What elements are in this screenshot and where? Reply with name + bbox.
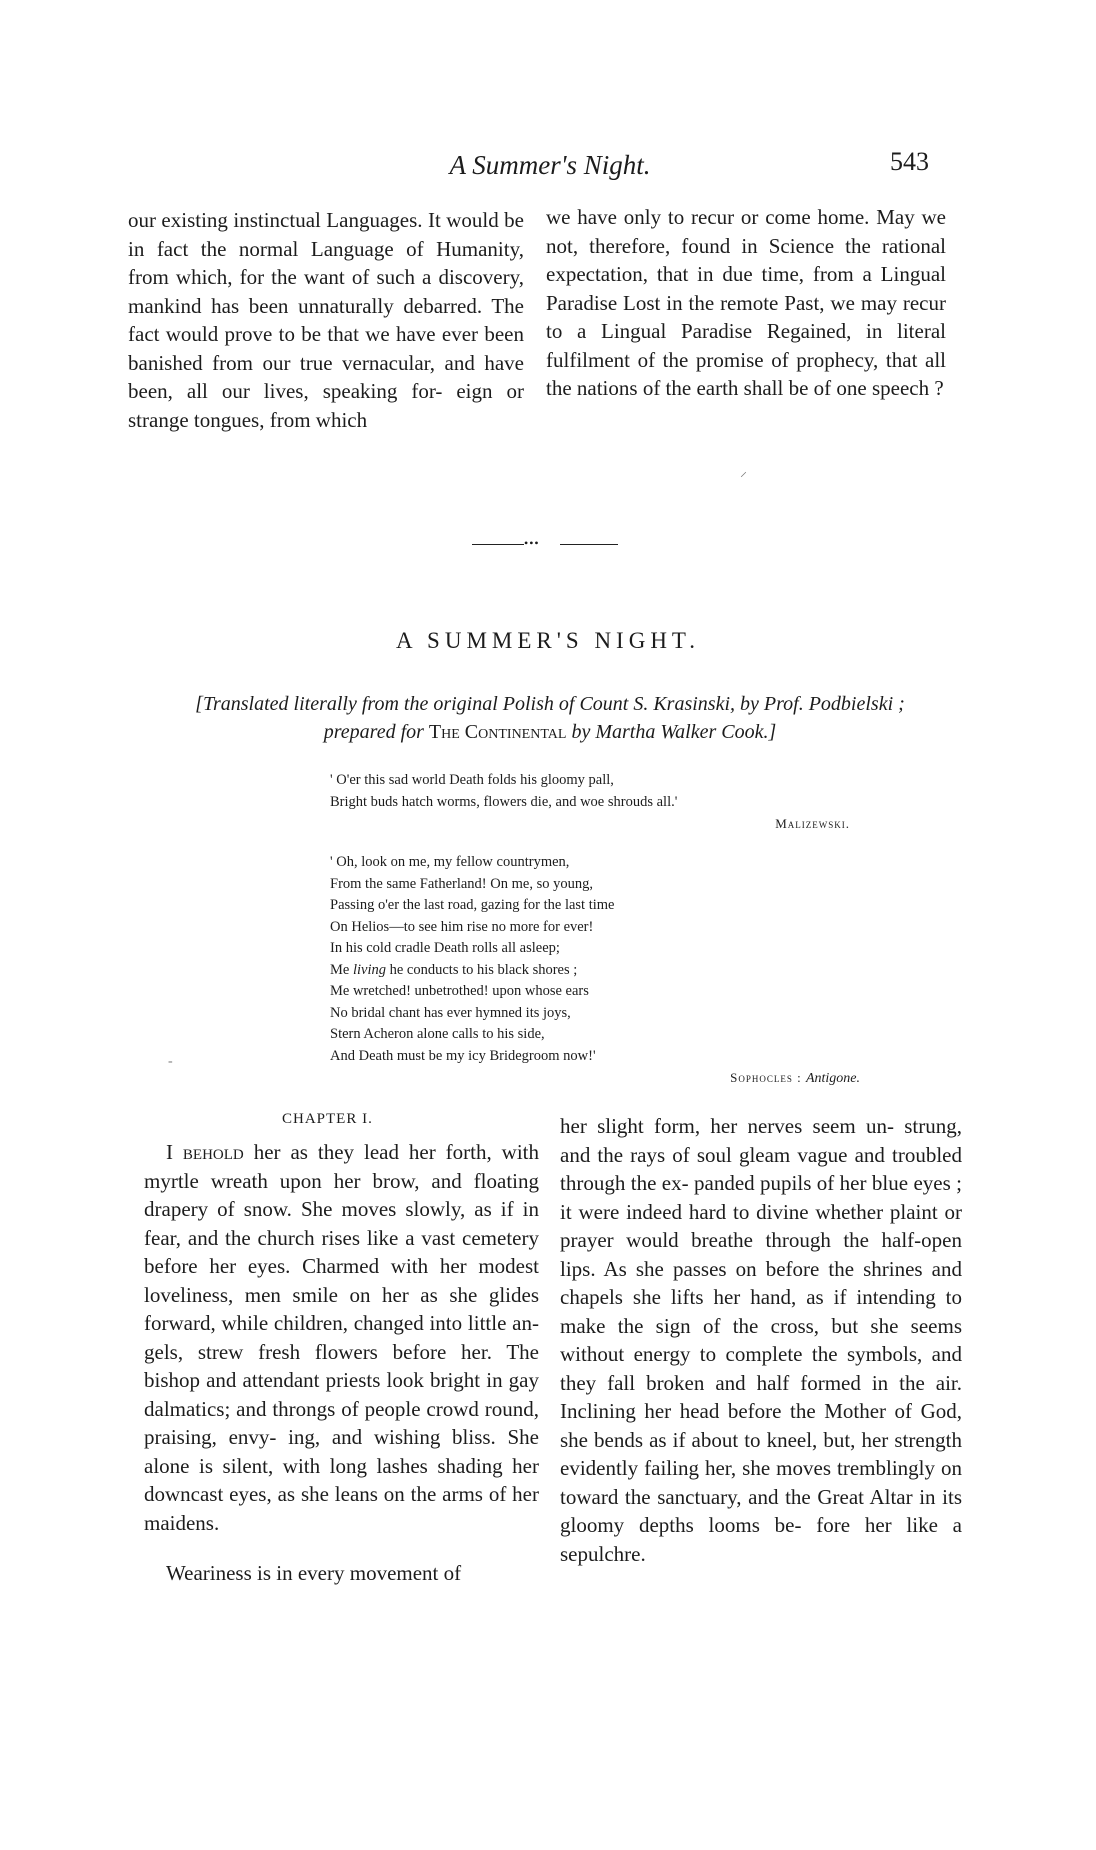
epigraph-1-attribution: Malizewski.	[775, 816, 850, 831]
divider-rule-right	[560, 544, 618, 545]
running-title: A Summer's Night.	[449, 150, 651, 180]
epigraph-1-line: Bright buds hatch worms, flowers die, and woe shrouds all.'	[330, 793, 678, 810]
epigraph-1-line: ' O'er this sad world Death folds his gloomy pall,	[330, 772, 614, 788]
top-right-paragraph: we have only to recur or come home. May we not, therefore, found in Science the rational expectation, that in due time, from a Lingual Paradise Lost in the remote Past, we may recur to a Lingual Paradise Regained, in literal fulfilment of the promise of prophecy, that all the nations of the earth shall be of one speech ?	[546, 205, 946, 400]
attribution-work: Antigone.	[805, 1071, 860, 1086]
epigraph-2-line: Me wretched! unbetrothed! upon whose ears	[330, 983, 589, 999]
epigraph-2-line: From the same Fatherland! On me, so young,	[330, 875, 593, 892]
subtitle-prepared-for: prepared for	[323, 721, 424, 743]
subtitle-magazine-name: The Continental	[428, 721, 567, 743]
chapter-right-column	[560, 1112, 962, 1568]
page-number: 543	[890, 147, 929, 176]
line6-emphasis: living	[352, 961, 386, 978]
divider-rule-left	[472, 544, 524, 545]
epigraph-1	[330, 770, 850, 835]
top-right-column	[546, 203, 946, 403]
epigraph-2-attribution	[330, 1067, 860, 1090]
top-left-paragraph: our existing instinctual Languages. It would be in fact the normal Language of Humanity, from which, for the want of such a discovery, mankind has been unnaturally debarred. The fact would prove to be that we have ever been banished from our true vernacular, and have been, all our lives, speaking for- eign or strange tongues, from which	[128, 208, 524, 432]
epigraph-2-line: Stern Acheron alone calls to his side,	[330, 1026, 545, 1042]
article-title: A SUMMER'S NIGHT.	[395, 628, 701, 653]
top-left-column	[128, 206, 524, 434]
chapter-right-paragraph: her slight form, her nerves seem un- strung, and the rays of soul gleam vague and troubled through the ex- panded pupils of her blue eyes ; it were indeed hard to divine whether plaint or prayer would breathe through the half-open lips. As she passes on before the shrines and chapels she lifts her hand, as if intending to make the sign of the cross, but she seems without energy to complete the symbols, and they fall broken and half formed in the air. Inclining her head before the Mother of God, she bends as if about to kneel, but, her strength evidently failing her, she moves tremblingly on toward the sanctuary, and the Great Altar in its gloomy depths looms be- fore her like a sepulchre.	[560, 1114, 962, 1566]
chapter-left-column	[144, 1138, 539, 1588]
epigraph-2-line: And Death must be my icy Bridegroom now!'	[330, 1047, 596, 1064]
epigraph-2-line: In his cold cradle Death rolls all asleep;	[330, 940, 560, 956]
subtitle-line-1: [Translated literally from the original Polish of Count S. Krasinski, by Prof. Podbielski ;	[195, 693, 905, 715]
epigraph-2-line: ' Oh, look on me, my fellow countrymen,	[330, 854, 570, 870]
chapter-paragraph-2: Weariness is in every movement of	[166, 1561, 462, 1585]
chapter-heading: CHAPTER I.	[282, 1111, 373, 1127]
divider-ornament: •••	[524, 536, 540, 550]
lead-word: I behold	[166, 1140, 244, 1164]
subtitle-line-2	[130, 718, 970, 746]
epigraph-2-line	[330, 960, 860, 982]
epigraph-2-line: On Helios—to see him rise no more for ever!	[330, 918, 594, 935]
article-subtitle	[130, 690, 970, 746]
subtitle-translator: by Martha Walker Cook.]	[571, 721, 777, 743]
line6-end: he conducts to his black shores ;	[389, 961, 578, 978]
epigraph-2	[330, 852, 860, 1090]
attribution-author: Sophocles :	[730, 1070, 802, 1085]
scan-mark: -	[168, 1054, 173, 1069]
epigraph-2-line: No bridal chant has ever hymned its joys,	[330, 1004, 571, 1021]
scan-mark: ⸝	[740, 465, 747, 480]
line6-start: Me	[330, 961, 350, 978]
paragraph-1-text: her as they lead her forth, with myrtle wreath upon her brow, and floating drapery of snow. She moves slowly, as if in fear, and the church rises like a vast cemetery before her eyes. Charmed with her modest loveliness, men smile on her as she glides forward, while children, changed into little an- gels, strew fresh flowers before her. The bishop and attendant priests look bright in gay dalmatics; and throngs of people crowd round, praising, envy- ing, and wishing bliss. She alone is silent, with long lashes shading her downcast eyes, as she leans on the arms of her maidens.	[144, 1140, 539, 1535]
chapter-paragraph-1	[144, 1138, 539, 1537]
epigraph-2-line: Passing o'er the last road, gazing for the last time	[330, 897, 615, 913]
